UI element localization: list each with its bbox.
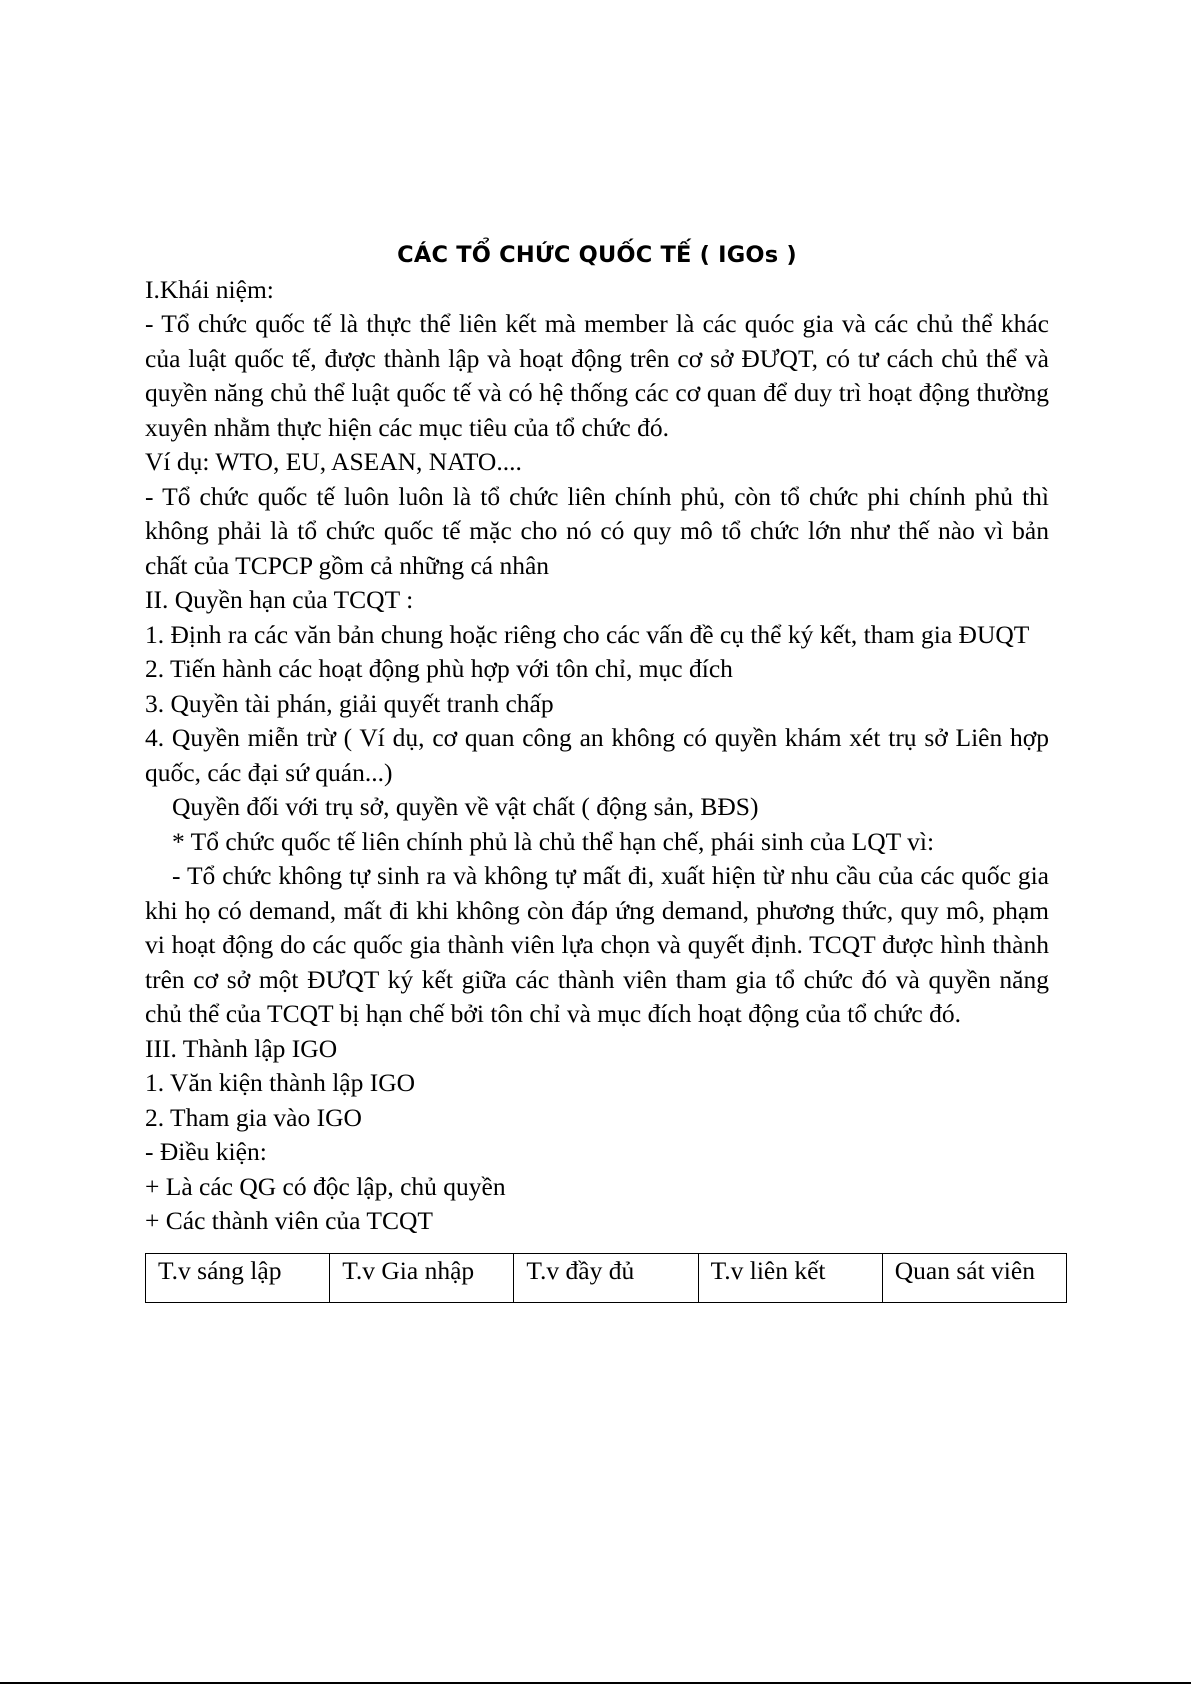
table-cell-associate-member: T.v liên kết xyxy=(698,1253,882,1302)
table-cell-acceding-member: T.v Gia nhập xyxy=(330,1253,514,1302)
conditions-label: - Điều kiện: xyxy=(145,1137,267,1166)
section-2-heading: II. Quyền hạn của TCQT : xyxy=(145,585,414,614)
table-cell-observer: Quan sát viên xyxy=(882,1253,1066,1302)
example-line: Ví dụ: WTO, EU, ASEAN, NATO.... xyxy=(145,447,522,476)
page-bottom-rule xyxy=(0,1682,1191,1684)
document-title: CÁC TỔ CHỨC QUỐC TẾ ( IGOs ) xyxy=(397,242,797,268)
table-row xyxy=(146,1253,1067,1302)
powers-item-2: 2. Tiến hành các hoạt động phù hợp với tôn chỉ, mục đích xyxy=(145,654,733,683)
establish-item-1: 1. Văn kiện thành lập IGO xyxy=(145,1068,416,1097)
powers-item-3: 3. Quyền tài phán, giải quyết tranh chấp xyxy=(145,688,554,718)
powers-item-4: 4. Quyền miễn trừ ( Ví dụ, cơ quan công an không có quyền khám xét trụ sở Liên hợp quốc, các đại sứ quán...) xyxy=(145,723,1049,787)
table-cell-founding-member: T.v sáng lập xyxy=(146,1253,330,1302)
member-types-table xyxy=(145,1253,1067,1303)
powers-item-4-extra: Quyền đối với trụ sở, quyền về vật chất ( động sản, BĐS) xyxy=(172,792,759,821)
star-note: * Tổ chức quốc tế liên chính phủ là chủ thể hạn chế, phái sinh của LQT vì: xyxy=(172,826,935,856)
section-3-heading: III. Thành lập IGO xyxy=(145,1033,338,1063)
note-paragraph: - Tổ chức quốc tế luôn luôn là tổ chức liên chính phủ, còn tổ chức phi chính phủ thì không phải là tổ chức quốc tế mặc cho nó có quy mô tổ chức lớn như thế nào vì bản chất của TCPCP gồm cả những cá nhân xyxy=(145,481,1049,580)
condition-1: + Là các QG có độc lập, chủ quyền xyxy=(145,1171,506,1201)
explanation-paragraph: - Tổ chức không tự sinh ra và không tự mất đi, xuất hiện từ nhu cầu của các quốc gia khi họ có demand, mất đi khi không còn đáp ứng demand, phương thức, quy mô, phạm vi hoạt động do các quốc gia thành viên lựa chọn và quyết định. TCQT được hình thành trên cơ sở một ĐƯQT ký kết giữa các thành viên tham gia tổ chức đó và quyền năng chủ thể của TCQT bị hạn chế bởi tôn chỉ và mục đích hoạt động của tổ chức đó. xyxy=(145,861,1049,1028)
document-body xyxy=(145,238,1049,1303)
establish-item-2: 2. Tham gia vào IGO xyxy=(145,1102,362,1132)
definition-paragraph: - Tổ chức quốc tế là thực thể liên kết mà member là các quóc gia và các chủ thể khác của luật quốc tế, được thành lập và hoạt động trên cơ sở ĐƯQT, có tư cách chủ thể và quyền năng chủ thể luật quốc tế và có hệ thống các cơ quan để duy trì hoạt động thường xuyên nhằm thực hiện các mục tiêu của tổ chức đó. xyxy=(145,309,1049,442)
section-1-heading: I.Khái niệm: xyxy=(145,274,274,304)
powers-item-1: 1. Định ra các văn bản chung hoặc riêng cho các vấn đề cụ thể ký kết, tham gia ĐUQT xyxy=(145,619,1030,649)
condition-2: + Các thành viên của TCQT xyxy=(145,1206,433,1235)
table-cell-full-member: T.v đầy đủ xyxy=(514,1253,698,1302)
